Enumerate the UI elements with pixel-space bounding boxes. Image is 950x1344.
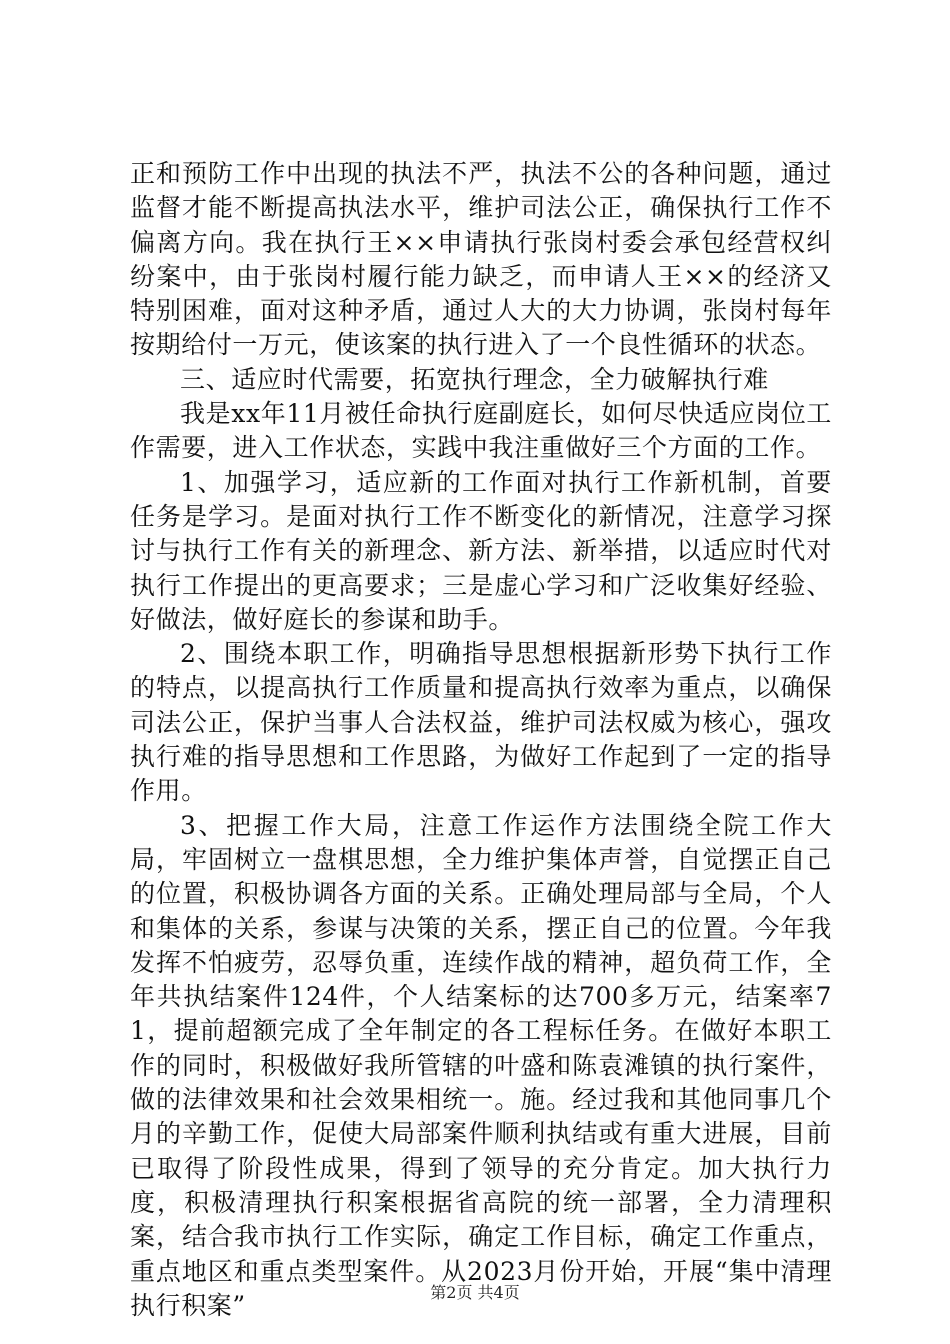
page-number-footer: 第2页 共4页 <box>430 1283 520 1302</box>
paragraph-item-1: 1、加强学习，适应新的工作面对执行工作新机制，首要任务是学习。是面对执行工作不断变化的新情况，注意学习探讨与执行工作有关的新理念、新方法、新举措，以适应时代对执行工作提出的更高要求；三是虚心学习和广泛收集好经验、好做法，做好庭长的参谋和助手。 <box>130 467 832 634</box>
paragraph-appointment: 我是xx年11月被任命执行庭副庭长，如何尽快适应岗位工作需要，进入工作状态，实践中我注重做好三个方面的工作。 <box>130 399 832 463</box>
paragraph-continuation: 正和预防工作中出现的执法不严，执法不公的各种问题，通过监督才能不断提高执法水平，维护司法公正，确保执行工作不偏离方向。我在执行王××申请执行张岗村委会承包经营权纠纷案中，由于张岗村履行能力缺乏，而申请人王××的经济又特别困难，面对这种矛盾，通过人大的大力协调，张岗村每年按期给付一万元，使该案的执行进入了一个良性循环的状态。 <box>130 159 832 360</box>
document-body <box>130 157 832 1323</box>
paragraph-item-3: 3、把握工作大局，注意工作运作方法围绕全院工作大局，牢固树立一盘棋思想，全力维护集体声誉，自觉摆正自己的位置，积极协调各方面的关系。正确处理局部与全局，个人和集体的关系，参谋与决策的关系，摆正自己的位置。今年我发挥不怕疲劳，忍辱负重，连续作战的精神，超负荷工作，全年共执结案件124件，个人结案标的达700多万元，结案率71，提前超额完成了全年制定的各工程标任务。在做好本职工作的同时，积极做好我所管辖的叶盛和陈袁滩镇的执行案件，做的法律效果和社会效果相统一。施。经过我和其他同事几个月的辛勤工作，促使大局部案件顺利执结或有重大进展，目前已取得了阶段性成果，得到了领导的充分肯定。加大执行力度，积极清理执行积案根据省高院的统一部署，全力清理积案，结合我市执行工作实际，确定工作目标，确定工作重点，重点地区和重点类型案件。从2023月份开始，开展“集中清理执行积案” <box>130 810 832 1320</box>
section-heading-3: 三、适应时代需要，拓宽执行理念，全力破解执行难 <box>180 364 769 394</box>
paragraph-item-2: 2、围绕本职工作，明确指导思想根据新形势下执行工作的特点，以提高执行工作质量和提高执行效率为重点，以确保司法公正，保护当事人合法权益，维护司法权威为核心，强攻执行难的指导思想和工作思路，为做好工作起到了一定的指导作用。 <box>130 639 832 806</box>
